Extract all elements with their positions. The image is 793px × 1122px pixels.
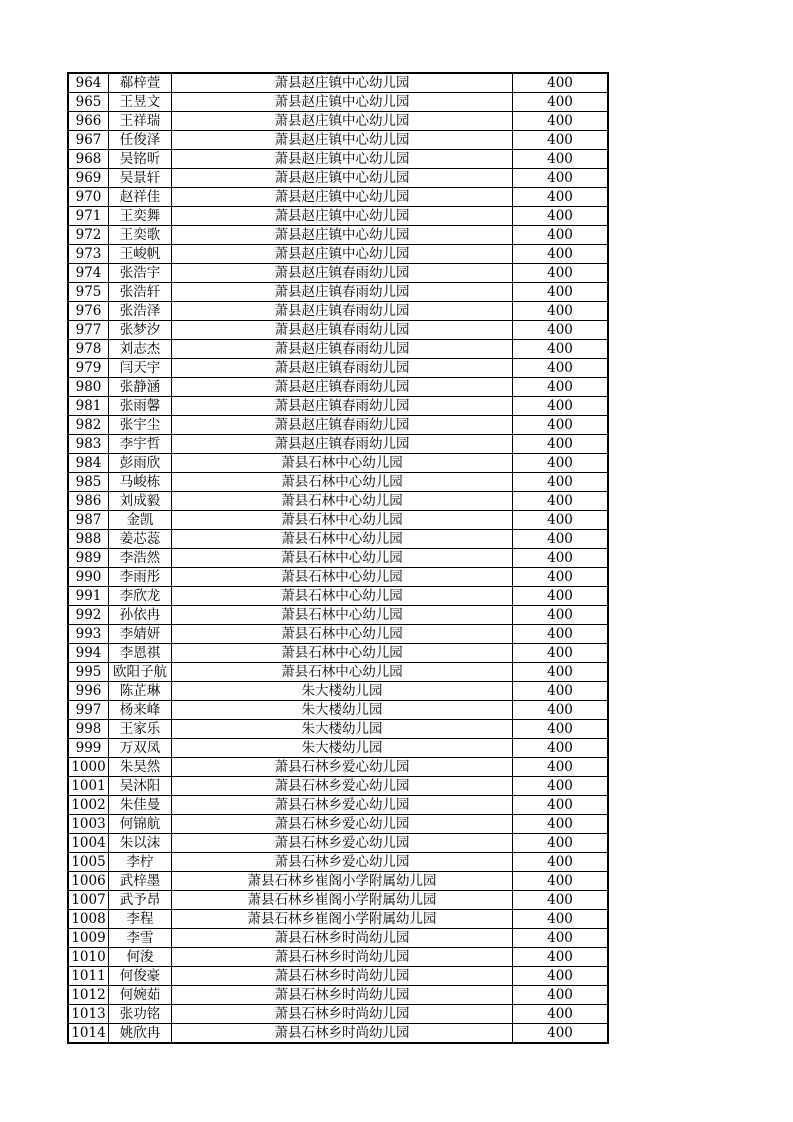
amount-cell: 400: [513, 853, 609, 872]
amount-cell: 400: [513, 264, 609, 283]
kindergarten-cell: 萧县赵庄镇春雨幼儿园: [172, 416, 513, 435]
child-name-cell: 何浚: [109, 948, 172, 967]
table-row: [68, 644, 608, 663]
row-number-cell: 1007: [68, 891, 109, 910]
child-name-cell: 王奕舞: [109, 207, 172, 226]
amount-cell: 400: [513, 777, 609, 796]
child-name-cell: 吴景轩: [109, 169, 172, 188]
kindergarten-cell: 萧县石林中心幼儿园: [172, 587, 513, 606]
table-row: [68, 1005, 608, 1024]
child-name-cell: 武梓墨: [109, 872, 172, 891]
table-row: [68, 245, 608, 264]
child-name-cell: 张浩泽: [109, 302, 172, 321]
table-row: [68, 169, 608, 188]
row-number-cell: 984: [68, 454, 109, 473]
child-name-cell: 郗梓萱: [109, 73, 172, 93]
kindergarten-cell: 萧县石林中心幼儿园: [172, 663, 513, 682]
row-number-cell: 971: [68, 207, 109, 226]
amount-cell: 400: [513, 834, 609, 853]
child-name-cell: 陈芷琳: [109, 682, 172, 701]
child-name-cell: 朱昊然: [109, 758, 172, 777]
child-name-cell: 王奕歌: [109, 226, 172, 245]
table-row: [68, 511, 608, 530]
kindergarten-cell: 萧县赵庄镇中心幼儿园: [172, 150, 513, 169]
kindergarten-cell: 萧县石林乡爱心幼儿园: [172, 815, 513, 834]
child-name-cell: 何俊豪: [109, 967, 172, 986]
row-number-cell: 979: [68, 359, 109, 378]
amount-cell: 400: [513, 340, 609, 359]
table-row: [68, 587, 608, 606]
table-row: [68, 834, 608, 853]
kindergarten-cell: 萧县石林中心幼儿园: [172, 625, 513, 644]
table-row: [68, 188, 608, 207]
child-name-cell: 何锦航: [109, 815, 172, 834]
table-row: [68, 796, 608, 815]
amount-cell: 400: [513, 606, 609, 625]
amount-cell: 400: [513, 321, 609, 340]
child-name-cell: 吴沐阳: [109, 777, 172, 796]
kindergarten-cell: 萧县石林中心幼儿园: [172, 549, 513, 568]
child-name-cell: 朱佳曼: [109, 796, 172, 815]
table-row: [68, 397, 608, 416]
amount-cell: 400: [513, 568, 609, 587]
row-number-cell: 983: [68, 435, 109, 454]
row-number-cell: 965: [68, 93, 109, 112]
table-row: [68, 967, 608, 986]
kindergarten-cell: 萧县石林乡爱心幼儿园: [172, 834, 513, 853]
table-row: [68, 340, 608, 359]
kindergarten-cell: 萧县赵庄镇春雨幼儿园: [172, 378, 513, 397]
row-number-cell: 988: [68, 530, 109, 549]
amount-cell: 400: [513, 587, 609, 606]
amount-cell: 400: [513, 796, 609, 815]
amount-cell: 400: [513, 492, 609, 511]
amount-cell: 400: [513, 302, 609, 321]
amount-cell: 400: [513, 967, 609, 986]
child-name-cell: 王家乐: [109, 720, 172, 739]
row-number-cell: 967: [68, 131, 109, 150]
kindergarten-cell: 萧县石林乡时尚幼儿园: [172, 967, 513, 986]
child-name-cell: 张浩宇: [109, 264, 172, 283]
row-number-cell: 1014: [68, 1024, 109, 1044]
child-name-cell: 李程: [109, 910, 172, 929]
table-row: [68, 606, 608, 625]
amount-cell: 400: [513, 73, 609, 93]
table-row: [68, 321, 608, 340]
kindergarten-cell: 萧县赵庄镇春雨幼儿园: [172, 302, 513, 321]
table-row: [68, 682, 608, 701]
kindergarten-cell: 萧县石林乡时尚幼儿园: [172, 948, 513, 967]
child-name-cell: 朱以沫: [109, 834, 172, 853]
row-number-cell: 993: [68, 625, 109, 644]
table-row: [68, 150, 608, 169]
row-number-cell: 985: [68, 473, 109, 492]
kindergarten-cell: 萧县赵庄镇中心幼儿园: [172, 207, 513, 226]
child-name-cell: 王峻帆: [109, 245, 172, 264]
kindergarten-cell: 萧县石林乡崔阁小学附属幼儿园: [172, 872, 513, 891]
kindergarten-cell: 萧县赵庄镇中心幼儿园: [172, 226, 513, 245]
table-body: [68, 73, 608, 1043]
row-number-cell: 974: [68, 264, 109, 283]
amount-cell: 400: [513, 93, 609, 112]
row-number-cell: 969: [68, 169, 109, 188]
row-number-cell: 976: [68, 302, 109, 321]
kindergarten-cell: 萧县石林乡时尚幼儿园: [172, 1024, 513, 1044]
row-number-cell: 994: [68, 644, 109, 663]
child-name-cell: 李婧妍: [109, 625, 172, 644]
row-number-cell: 996: [68, 682, 109, 701]
child-name-cell: 欧阳子航: [109, 663, 172, 682]
child-name-cell: 武予昂: [109, 891, 172, 910]
child-name-cell: 李雨彤: [109, 568, 172, 587]
amount-cell: 400: [513, 549, 609, 568]
kindergarten-cell: 萧县赵庄镇春雨幼儿园: [172, 264, 513, 283]
table-row: [68, 283, 608, 302]
amount-cell: 400: [513, 625, 609, 644]
kindergarten-cell: 萧县石林中心幼儿园: [172, 473, 513, 492]
amount-cell: 400: [513, 169, 609, 188]
child-name-cell: 任俊泽: [109, 131, 172, 150]
row-number-cell: 1010: [68, 948, 109, 967]
kindergarten-cell: 萧县石林乡崔阁小学附属幼儿园: [172, 891, 513, 910]
child-name-cell: 姜芯蕊: [109, 530, 172, 549]
table-row: [68, 701, 608, 720]
child-name-cell: 李欣龙: [109, 587, 172, 606]
row-number-cell: 987: [68, 511, 109, 530]
row-number-cell: 1005: [68, 853, 109, 872]
child-name-cell: 王祥瑞: [109, 112, 172, 131]
kindergarten-cell: 萧县赵庄镇中心幼儿园: [172, 93, 513, 112]
child-name-cell: 吴铭昕: [109, 150, 172, 169]
child-name-cell: 张梦汐: [109, 321, 172, 340]
kindergarten-cell: 萧县石林中心幼儿园: [172, 568, 513, 587]
kindergarten-cell: 朱大楼幼儿园: [172, 739, 513, 758]
row-number-cell: 1012: [68, 986, 109, 1005]
table-row: [68, 492, 608, 511]
table-row: [68, 663, 608, 682]
kindergarten-cell: 萧县石林乡爱心幼儿园: [172, 853, 513, 872]
table-row: [68, 454, 608, 473]
kindergarten-cell: 萧县石林中心幼儿园: [172, 606, 513, 625]
kindergarten-cell: 萧县赵庄镇中心幼儿园: [172, 245, 513, 264]
child-name-cell: 李宇哲: [109, 435, 172, 454]
row-number-cell: 975: [68, 283, 109, 302]
amount-cell: 400: [513, 378, 609, 397]
row-number-cell: 1000: [68, 758, 109, 777]
child-name-cell: 金凯: [109, 511, 172, 530]
row-number-cell: 1008: [68, 910, 109, 929]
table-row: [68, 416, 608, 435]
kindergarten-cell: 萧县石林乡爱心幼儿园: [172, 796, 513, 815]
row-number-cell: 1013: [68, 1005, 109, 1024]
table-row: [68, 739, 608, 758]
kindergarten-cell: 萧县石林中心幼儿园: [172, 511, 513, 530]
row-number-cell: 991: [68, 587, 109, 606]
amount-cell: 400: [513, 872, 609, 891]
amount-cell: 400: [513, 416, 609, 435]
child-name-cell: 马峻栋: [109, 473, 172, 492]
row-number-cell: 1003: [68, 815, 109, 834]
kindergarten-cell: 朱大楼幼儿园: [172, 682, 513, 701]
table-row: [68, 93, 608, 112]
table-row: [68, 131, 608, 150]
amount-cell: 400: [513, 226, 609, 245]
amount-cell: 400: [513, 929, 609, 948]
amount-cell: 400: [513, 739, 609, 758]
child-name-cell: 张静涵: [109, 378, 172, 397]
amount-cell: 400: [513, 1005, 609, 1024]
kindergarten-cell: 萧县石林中心幼儿园: [172, 492, 513, 511]
table-row: [68, 853, 608, 872]
table-row: [68, 910, 608, 929]
row-number-cell: 998: [68, 720, 109, 739]
table-row: [68, 549, 608, 568]
kindergarten-cell: 萧县赵庄镇中心幼儿园: [172, 188, 513, 207]
amount-cell: 400: [513, 397, 609, 416]
row-number-cell: 968: [68, 150, 109, 169]
table-row: [68, 226, 608, 245]
row-number-cell: 966: [68, 112, 109, 131]
amount-cell: 400: [513, 454, 609, 473]
row-number-cell: 982: [68, 416, 109, 435]
row-number-cell: 1001: [68, 777, 109, 796]
row-number-cell: 964: [68, 73, 109, 93]
amount-cell: 400: [513, 815, 609, 834]
table-row: [68, 264, 608, 283]
child-name-cell: 王昱文: [109, 93, 172, 112]
amount-cell: 400: [513, 758, 609, 777]
table-row: [68, 948, 608, 967]
kindergarten-cell: 萧县石林乡崔阁小学附属幼儿园: [172, 910, 513, 929]
amount-cell: 400: [513, 891, 609, 910]
table-row: [68, 872, 608, 891]
row-number-cell: 978: [68, 340, 109, 359]
row-number-cell: 980: [68, 378, 109, 397]
row-number-cell: 999: [68, 739, 109, 758]
table-row: [68, 568, 608, 587]
amount-cell: 400: [513, 131, 609, 150]
row-number-cell: 986: [68, 492, 109, 511]
child-name-cell: 刘成毅: [109, 492, 172, 511]
child-name-cell: 张宇尘: [109, 416, 172, 435]
kindergarten-cell: 萧县石林乡爱心幼儿园: [172, 777, 513, 796]
row-number-cell: 1011: [68, 967, 109, 986]
row-number-cell: 1002: [68, 796, 109, 815]
kindergarten-cell: 萧县赵庄镇中心幼儿园: [172, 112, 513, 131]
row-number-cell: 970: [68, 188, 109, 207]
row-number-cell: 1004: [68, 834, 109, 853]
table-row: [68, 207, 608, 226]
row-number-cell: 977: [68, 321, 109, 340]
row-number-cell: 997: [68, 701, 109, 720]
kindergarten-cell: 萧县石林乡时尚幼儿园: [172, 1005, 513, 1024]
table-row: [68, 891, 608, 910]
child-name-cell: 彭雨欣: [109, 454, 172, 473]
table-row: [68, 986, 608, 1005]
child-name-cell: 刘志杰: [109, 340, 172, 359]
child-name-cell: 闫天宇: [109, 359, 172, 378]
table-row: [68, 777, 608, 796]
child-name-cell: 张浩轩: [109, 283, 172, 302]
amount-cell: 400: [513, 663, 609, 682]
kindergarten-cell: 萧县赵庄镇春雨幼儿园: [172, 397, 513, 416]
amount-cell: 400: [513, 511, 609, 530]
amount-cell: 400: [513, 359, 609, 378]
table-row: [68, 530, 608, 549]
row-number-cell: 973: [68, 245, 109, 264]
row-number-cell: 989: [68, 549, 109, 568]
child-name-cell: 李恩祺: [109, 644, 172, 663]
kindergarten-cell: 萧县赵庄镇中心幼儿园: [172, 169, 513, 188]
amount-cell: 400: [513, 910, 609, 929]
table-row: [68, 73, 608, 93]
table-row: [68, 435, 608, 454]
row-number-cell: 992: [68, 606, 109, 625]
kindergarten-cell: 萧县赵庄镇春雨幼儿园: [172, 321, 513, 340]
kindergarten-cell: 萧县赵庄镇春雨幼儿园: [172, 283, 513, 302]
child-name-cell: 姚欣冉: [109, 1024, 172, 1044]
table-row: [68, 929, 608, 948]
subsidy-list-table: [67, 72, 609, 1044]
row-number-cell: 981: [68, 397, 109, 416]
amount-cell: 400: [513, 701, 609, 720]
child-name-cell: 孙依冉: [109, 606, 172, 625]
kindergarten-cell: 萧县石林中心幼儿园: [172, 644, 513, 663]
amount-cell: 400: [513, 112, 609, 131]
kindergarten-cell: 萧县石林中心幼儿园: [172, 530, 513, 549]
amount-cell: 400: [513, 207, 609, 226]
table-row: [68, 1024, 608, 1044]
child-name-cell: 李雪: [109, 929, 172, 948]
row-number-cell: 990: [68, 568, 109, 587]
child-name-cell: 张功铭: [109, 1005, 172, 1024]
amount-cell: 400: [513, 986, 609, 1005]
table-row: [68, 720, 608, 739]
row-number-cell: 995: [68, 663, 109, 682]
amount-cell: 400: [513, 530, 609, 549]
amount-cell: 400: [513, 682, 609, 701]
table-row: [68, 815, 608, 834]
table-row: [68, 378, 608, 397]
amount-cell: 400: [513, 188, 609, 207]
kindergarten-cell: 萧县赵庄镇春雨幼儿园: [172, 340, 513, 359]
table-row: [68, 473, 608, 492]
amount-cell: 400: [513, 283, 609, 302]
table-row: [68, 302, 608, 321]
amount-cell: 400: [513, 150, 609, 169]
amount-cell: 400: [513, 948, 609, 967]
table-row: [68, 359, 608, 378]
amount-cell: 400: [513, 245, 609, 264]
amount-cell: 400: [513, 644, 609, 663]
kindergarten-cell: 萧县赵庄镇中心幼儿园: [172, 131, 513, 150]
child-name-cell: 张雨馨: [109, 397, 172, 416]
child-name-cell: 何婉茹: [109, 986, 172, 1005]
row-number-cell: 1009: [68, 929, 109, 948]
kindergarten-cell: 萧县石林乡时尚幼儿园: [172, 929, 513, 948]
kindergarten-cell: 萧县石林乡时尚幼儿园: [172, 986, 513, 1005]
kindergarten-cell: 朱大楼幼儿园: [172, 720, 513, 739]
amount-cell: 400: [513, 435, 609, 454]
table-row: [68, 758, 608, 777]
kindergarten-cell: 萧县石林乡爱心幼儿园: [172, 758, 513, 777]
table-row: [68, 112, 608, 131]
table-row: [68, 625, 608, 644]
child-name-cell: 李浩然: [109, 549, 172, 568]
child-name-cell: 万双凤: [109, 739, 172, 758]
row-number-cell: 1006: [68, 872, 109, 891]
child-name-cell: 李柠: [109, 853, 172, 872]
amount-cell: 400: [513, 473, 609, 492]
kindergarten-cell: 萧县石林中心幼儿园: [172, 454, 513, 473]
child-name-cell: 赵祥佳: [109, 188, 172, 207]
amount-cell: 400: [513, 720, 609, 739]
kindergarten-cell: 萧县赵庄镇春雨幼儿园: [172, 435, 513, 454]
kindergarten-cell: 朱大楼幼儿园: [172, 701, 513, 720]
row-number-cell: 972: [68, 226, 109, 245]
child-name-cell: 杨来峰: [109, 701, 172, 720]
kindergarten-cell: 萧县赵庄镇中心幼儿园: [172, 73, 513, 93]
kindergarten-cell: 萧县赵庄镇春雨幼儿园: [172, 359, 513, 378]
amount-cell: 400: [513, 1024, 609, 1044]
